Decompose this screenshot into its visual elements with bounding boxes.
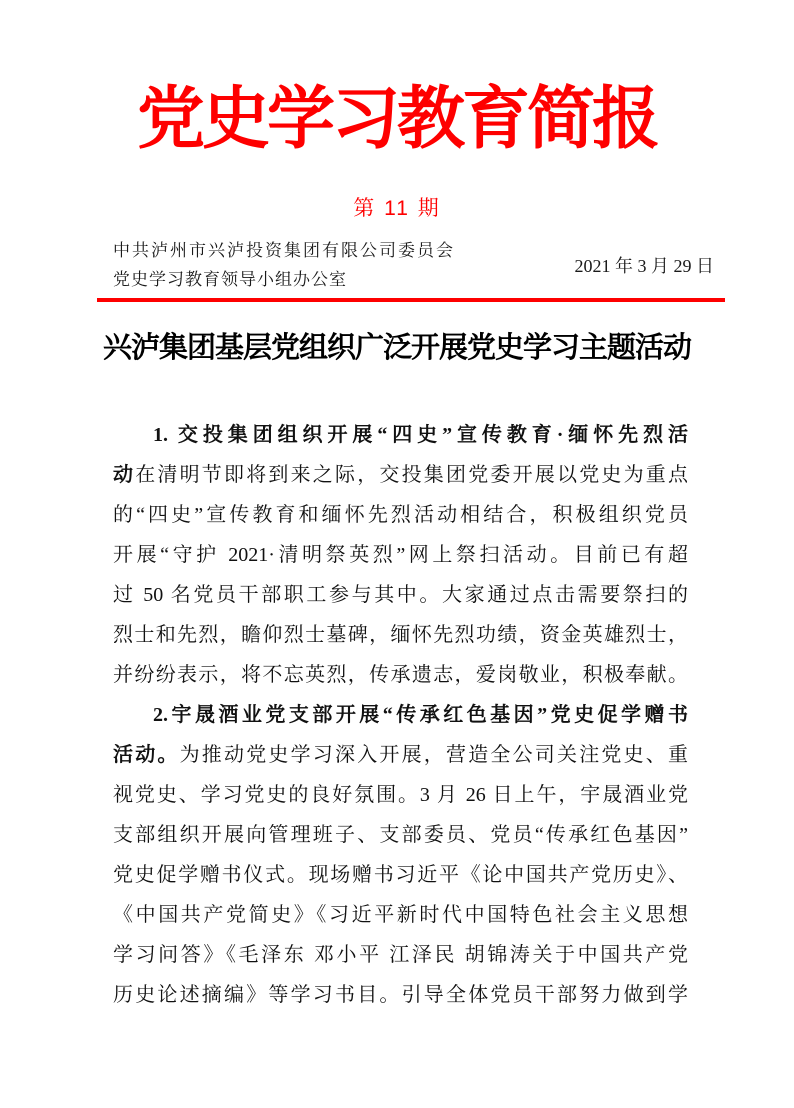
body-line xyxy=(113,775,688,815)
red-divider-rule xyxy=(97,298,725,302)
text-segment: 的“四史”宣传教育和缅怀先烈活动相结合，积极组织党员 xyxy=(113,504,688,526)
body-line xyxy=(113,655,688,695)
text-segment: 开展“守护 2021·清明祭英烈”网上祭扫活动。目前已有超 xyxy=(113,544,688,566)
text-segment: 过 50 名党员干部职工参与其中。大家通过点击需要祭扫的 xyxy=(113,584,688,606)
text-segment: 1. 交投集团组织开展“四史”宣传教育·缅怀先烈活 xyxy=(153,424,688,446)
issuer-block xyxy=(113,236,455,294)
text-segment: 支部组织开展向管理班子、支部委员、党员“传承红色基因” xyxy=(113,824,688,846)
body-line xyxy=(113,615,688,655)
body-line xyxy=(113,935,688,975)
text-segment: 在清明节即将到来之际，交投集团党委开展以党史为重点 xyxy=(135,464,688,486)
body-line xyxy=(113,895,688,935)
issuer-line-1: 中共泸州市兴泸投资集团有限公司委员会 xyxy=(113,241,455,260)
text-segment: 烈士和先烈，瞻仰烈士墓碑，缅怀先烈功绩，资金英雄烈士， xyxy=(113,624,688,646)
text-segment: 活动。 xyxy=(113,744,180,766)
issue-date: 2021 年 3 月 29 日 xyxy=(574,256,714,276)
issue-number: 第 11 期 xyxy=(353,197,441,220)
body-line xyxy=(113,695,688,735)
text-segment: 视党史、学习党史的良好氛围。3 月 26 日上午，宇晟酒业党 xyxy=(113,784,688,806)
body-line xyxy=(113,735,688,775)
text-segment: 2.宇晟酒业党支部开展“传承红色基因”党史促学赠书 xyxy=(153,704,688,726)
text-segment: 历史论述摘编》等学习书目。引导全体党员干部努力做到学 xyxy=(113,984,688,1006)
body-line xyxy=(113,815,688,855)
body-line xyxy=(113,575,688,615)
text-segment: 为推动党史学习深入开展，营造全公司关注党史、重 xyxy=(179,744,688,766)
article-title: 兴泸集团基层党组织广泛开展党史学习主题活动 xyxy=(102,332,691,364)
issuer-line-2: 党史学习教育领导小组办公室 xyxy=(113,270,347,289)
body-line xyxy=(113,455,688,495)
body-line xyxy=(113,535,688,575)
issuer-header-row xyxy=(113,236,714,294)
body-line xyxy=(113,975,688,1015)
text-segment: 学习问答》《毛泽东 邓小平 江泽民 胡锦涛关于中国共产党 xyxy=(113,944,688,966)
text-segment: 并纷纷表示，将不忘英烈，传承遗志，爱岗敬业，积极奉献。 xyxy=(113,664,688,686)
text-segment: 《中国共产党简史》《习近平新时代中国特色社会主义思想 xyxy=(113,904,688,926)
text-segment: 党史促学赠书仪式。现场赠书习近平《论中国共产党历史》、 xyxy=(113,864,688,886)
text-segment: 动 xyxy=(113,464,136,486)
article-body xyxy=(113,415,688,1015)
body-line xyxy=(113,495,688,535)
body-line xyxy=(113,855,688,895)
body-line xyxy=(113,415,688,455)
masthead-title: 党史学习教育简报 xyxy=(136,79,657,159)
